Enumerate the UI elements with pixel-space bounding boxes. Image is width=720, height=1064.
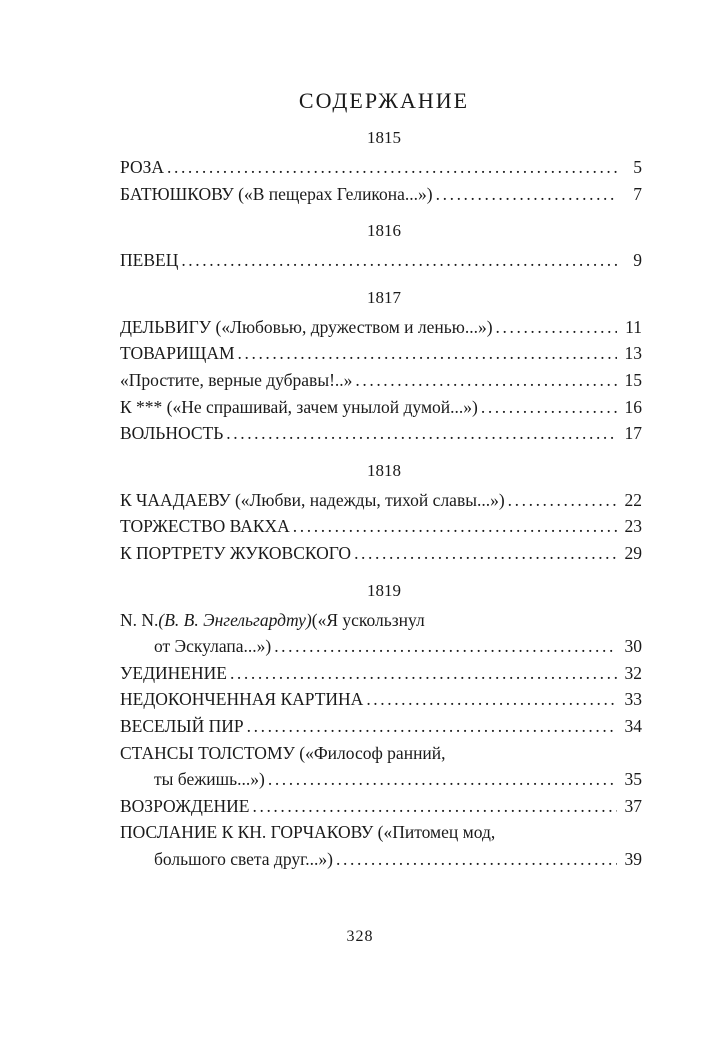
toc-entry[interactable] xyxy=(120,713,642,740)
section-1817 xyxy=(120,314,642,447)
toc-entry[interactable] xyxy=(120,420,642,447)
dot-leader xyxy=(481,394,617,421)
toc-entry[interactable] xyxy=(120,540,642,567)
toc-entry-continuation[interactable] xyxy=(120,846,642,873)
toc-entry-page: 30 xyxy=(624,636,642,657)
toc-entry[interactable] xyxy=(120,686,642,713)
toc-entry-page: 13 xyxy=(624,343,642,364)
toc-entry-page: 9 xyxy=(633,250,642,271)
toc-entry-title: ПЕВЕЦ xyxy=(120,250,179,271)
toc-entry-page: 11 xyxy=(625,316,642,337)
year-heading-1819: 1819 xyxy=(367,580,401,600)
toc-entry[interactable] xyxy=(120,154,642,181)
toc-entry-page: 32 xyxy=(624,662,642,683)
toc-entry-title: К *** («Не спрашивай, зачем унылой думой...») xyxy=(120,396,478,417)
toc-entry-title: ТОРЖЕСТВО ВАКХА xyxy=(120,516,290,537)
year-heading-1816: 1816 xyxy=(367,221,401,241)
toc-entry[interactable] xyxy=(120,793,642,820)
toc-entry[interactable] xyxy=(120,740,642,767)
toc-entry-title: СТАНСЫ ТОЛСТОМУ («Философ ранний, xyxy=(120,742,446,763)
dot-leader xyxy=(355,367,617,394)
toc-entry-page: 22 xyxy=(624,489,642,510)
toc-entry-title: БАТЮШКОВУ («В пещерах Геликона...») xyxy=(120,183,433,204)
toc-entry[interactable] xyxy=(120,819,642,846)
toc-entry-title: ПОСЛАНИЕ К КН. ГОРЧАКОВУ («Питомец мод, xyxy=(120,822,496,843)
toc-entry-page: 7 xyxy=(633,183,642,204)
toc-entry-page: 15 xyxy=(624,369,642,390)
year-heading-1817: 1817 xyxy=(367,287,401,307)
toc-entry-page: 34 xyxy=(624,715,642,736)
dot-leader xyxy=(226,420,617,447)
toc-entry[interactable] xyxy=(120,181,642,208)
dot-leader xyxy=(247,713,617,740)
toc-entry-page: 23 xyxy=(624,516,642,537)
toc-entry-title-italic: (В. В. Энгельгардту) xyxy=(158,609,312,630)
dot-leader xyxy=(336,846,617,873)
toc-entry-page: 29 xyxy=(624,542,642,563)
dot-leader xyxy=(508,487,617,514)
year-heading-1818: 1818 xyxy=(367,460,401,480)
page-folio: 328 xyxy=(346,928,374,945)
toc-entry[interactable] xyxy=(120,314,642,341)
dot-leader xyxy=(366,686,617,713)
toc-entry[interactable] xyxy=(120,513,642,540)
section-1816 xyxy=(120,247,642,274)
dot-leader xyxy=(167,154,617,181)
page-title: СОДЕРЖАНИЕ xyxy=(298,88,470,113)
toc-entry-continuation[interactable] xyxy=(120,633,642,660)
section-1818 xyxy=(120,487,642,567)
toc-entry-title-pre: N. N. xyxy=(120,609,159,630)
toc-entry[interactable] xyxy=(120,394,642,421)
section-1819 xyxy=(120,607,642,873)
dot-leader xyxy=(253,793,618,820)
toc-entry-page: 16 xyxy=(624,396,642,417)
toc-entry-page: 5 xyxy=(633,157,642,177)
toc-entry-title: ВОЗРОЖДЕНИЕ xyxy=(120,795,250,816)
toc-entry-title: РОЗА xyxy=(120,157,164,177)
dot-leader xyxy=(238,340,617,367)
toc-entry-page: 17 xyxy=(624,423,642,444)
year-heading-1815: 1815 xyxy=(367,128,401,147)
toc-entry-page: 39 xyxy=(624,848,642,869)
toc-entry-title: К ПОРТРЕТУ ЖУКОВСКОГО xyxy=(120,542,352,563)
toc-entry[interactable] xyxy=(120,340,642,367)
toc-entry-title: ВЕСЕЛЫЙ ПИР xyxy=(120,715,244,736)
toc-entry-page: 37 xyxy=(624,795,642,816)
toc-entry-title: «Простите, верные дубравы!..» xyxy=(120,369,353,390)
toc-entry-title-cont: большого света друг...») xyxy=(154,848,334,869)
toc-entry[interactable] xyxy=(120,660,642,687)
dot-leader xyxy=(268,766,617,793)
toc-entry-title: ВОЛЬНОСТЬ xyxy=(120,423,224,444)
toc-entry[interactable] xyxy=(120,367,642,394)
toc-entry-title: УЕДИНЕНИЕ xyxy=(120,662,227,683)
toc-entry-continuation[interactable] xyxy=(120,766,642,793)
toc-entry-title: К ЧААДАЕВУ («Любви, надежды, тихой славы...») xyxy=(120,489,505,510)
dot-leader xyxy=(181,247,617,274)
toc-entry-title: НЕДОКОНЧЕННАЯ КАРТИНА xyxy=(120,689,364,710)
toc-entry-title-cont: ты бежишь...») xyxy=(154,769,265,790)
toc-entry[interactable] xyxy=(120,607,642,634)
dot-leader xyxy=(274,633,617,660)
dot-leader xyxy=(436,181,617,208)
toc-entry[interactable] xyxy=(120,487,642,514)
dot-leader xyxy=(496,314,617,341)
toc-entry-title-post: («Я ускользнул xyxy=(311,609,425,630)
toc-entry-title-cont: от Эскулапа...») xyxy=(154,636,272,657)
toc-entry-page: 35 xyxy=(624,769,642,790)
toc-entry-title: ТОВАРИЩАМ xyxy=(120,343,235,364)
dot-leader xyxy=(354,540,617,567)
dot-leader xyxy=(293,513,617,540)
toc-entry-title: ДЕЛЬВИГУ («Любовью, дружеством и ленью...») xyxy=(120,316,493,337)
dot-leader xyxy=(230,660,617,687)
section-1815 xyxy=(120,154,642,207)
toc-entry[interactable] xyxy=(120,247,642,274)
toc-entry-page: 33 xyxy=(624,689,642,710)
